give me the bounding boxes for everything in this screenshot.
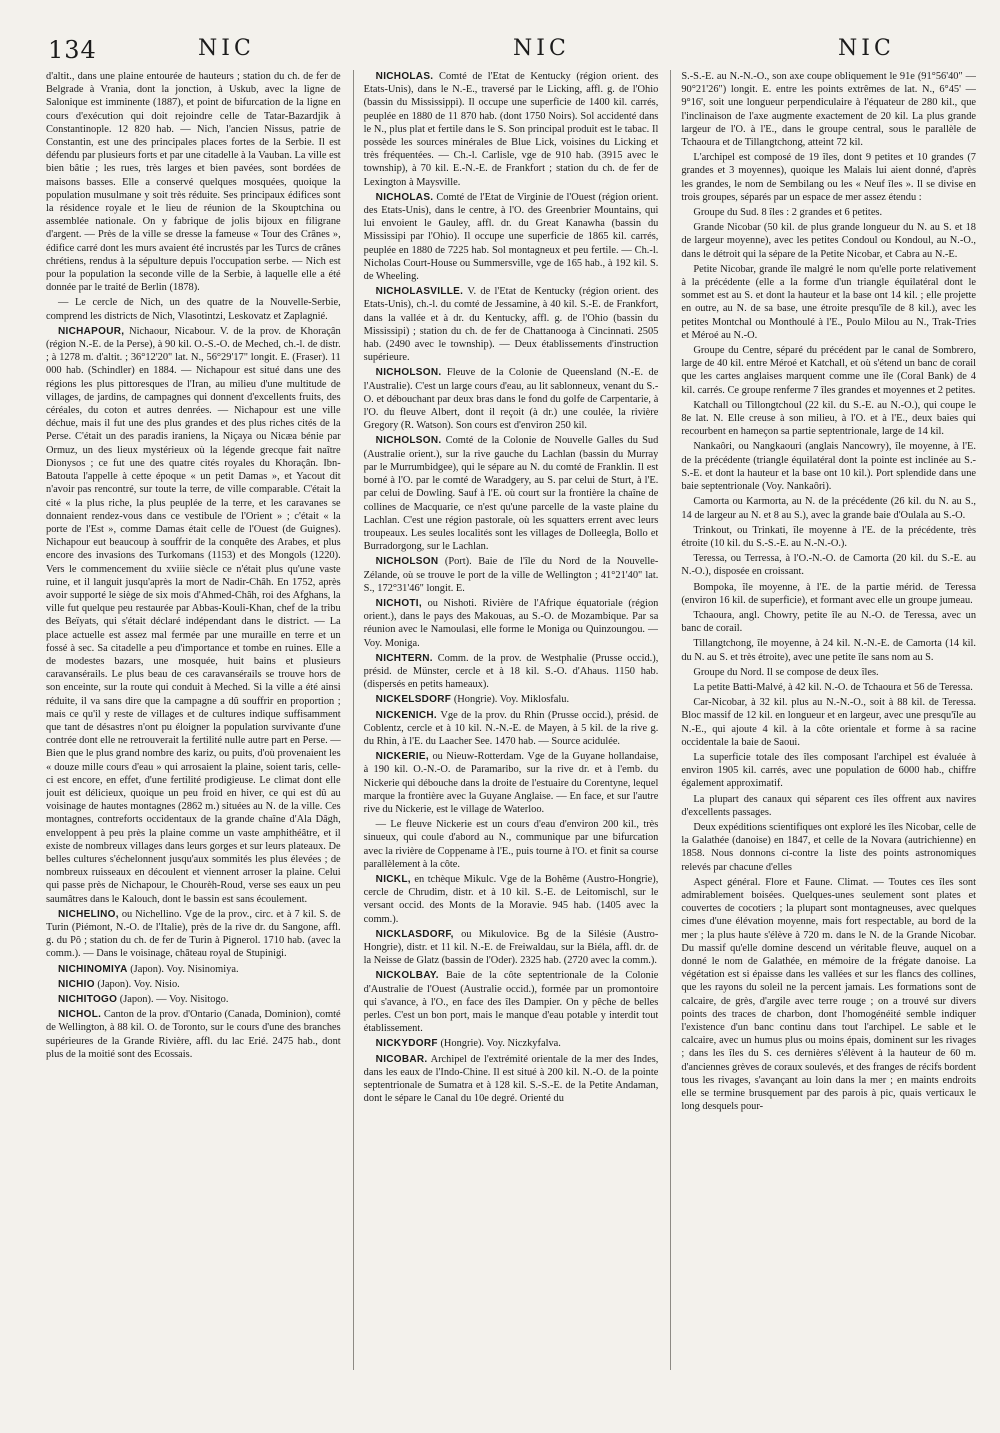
entry-headword: NICKELSDORF [375,694,452,706]
entry-headword: NICOBAR. [375,1053,428,1065]
entry-headword: NICKERIE, [375,751,429,763]
dictionary-entry [46,908,341,961]
dictionary-entry [364,693,659,706]
paragraph: Groupe du Sud. 8 îles : 2 grandes et 6 petites. [693,207,883,219]
entry-text: Vge de la prov. du Rhin (Prusse occid.), présid. de Coblentz, cercle et à 10 kil. N.-N.-E. de Mayen, à 5 kil. de la rive g. du Rhin, à l'E. du Laacher See. 1470 hab. — Source acidulée. [363,709,659,747]
entry-headword: NICHOTI, [375,597,422,609]
continued-paragraph: d'altit., dans une plaine entourée de hauteurs ; station du ch. de fer de Belgrade à Vrania, dont la jonction, à Uskub, avec la ligne de Salonique est imminente (1887), et point de bifurcation de la ligne en cours d'exécution qui doit rejoindre celle de Tatar-Bazardjik à Constantinople. 12 820 hab. — Nich, l'ancien Nissus, patrie de Constantin, est une des principales places fortes de la Serbie. Il est défendu par plusieurs forts et par une citadelle à la Vauban. La ville est bien bâtie ; les rues, très larges et bien pavées, sont bordées de maisons basses. Elle a conservé quelques mosquées, quoique la population musulmane y soit très réduite. Ses principaux édifices sont la résidence royale et le lieu de réunion de la Skouptchina ou assemblée nationale. On y fabrique de jolis bijoux en filigrane d'argent. — Près de la ville se dresse la fameuse « Tour des Crânes », édifice carré dont les murs avaient été incrustés par les Turcs de crânes chrétiens, rendus à la sépulture depuis l'occupation serbe. — Nich est pour la population la seconde ville de la Serbie, à laquelle elle a été donnée par le traité de Berlin (1878). [46,71,341,294]
paragraph: Katchall ou Tillongtchoul (22 kil. du S.-E. au N.-O.), qui coupe le 8e lat. N. Elle creuse à son milieu, à l'O. et à l'E., deux baies qui recourbent en hameçon sa partie septentrionale, large de 14 kil. [681,399,977,438]
dictionary-entry [364,873,659,926]
entry-headword: NICKLASDORF, [375,928,454,940]
entry-text: ou Nieuw-Rotterdam. Vge de la Guyane hollandaise, à 190 kil. O.-N.-O. de Paramaribo, sur la rive dr. et à l'emb. du Nickerie qui débouche dans la droite de l'estuaire du Corentyne, lequel marque la frontière avec la Guyane Anglaise. — En face, et sur l'autre rive du Nickerie, est le village de Waterloo. [363,751,659,815]
dictionary-entry [364,1053,659,1106]
entry-text: Comté de la Colonie de Nouvelle Galles du Sud (Australie orient.), sur la rive gauche du Lachlan (bassin du Murray par le Murrumbidgee), qui le sépare au N. du comté de Franklin. Il est borné à l'O. par le comté de Waradgery, au S. par celui de Sturt, à l'E. par celui de Dowling. Sauf à l'E. où court sur la frontière la chaîne de collines de Macquarie, ce n'est qu'une parcelle de la vaste plaine du Lachlan. C'est une région pastorale, où les squatters errent avec leurs troupeaux. Les seules localités sont les villages de Dolleegla, Bollo et Burradorgong, sur le Lachlan. [363,435,659,553]
paragraph: Trinkout, ou Trinkati, île moyenne à l'E. de la précédente, très étroite (10 kil. du S.-S.-E. au N.-N.-O.). [681,524,977,549]
entry-text: Baie de la côte septentrionale de la Colonie d'Australie de l'Ouest (Australie occid.), formée par un promontoire qui s'avance, à l'O., en face des îles Dampier. On y pêche de belles perles. C'est un bon port, mais le manque d'eau potable y interdit tout établissement. [363,970,659,1035]
paragraph: Tillangtchong, île moyenne, à 24 kil. N.-N.-E. de Camorta (14 kil. du N. au S. et très étroite), avec une petite île sans nom au S. [681,638,977,663]
paragraph: Tchaoura, angl. Chowry, petite île au N.-O. de Teressa, avec un banc de corail. [681,609,977,635]
entry-text: en tchèque Mikulc. Vge de la Bohême (Austro-Hongrie), cercle de Chrudim, distr. et à 10 kil. S.-E. de Leitomischl, sur le versant occid. des Monts de la Moravie. 945 hab. (1405 avec la comm.). [363,873,659,925]
entry-text: ou Mikulovice. Bg de la Silésie (Austro-Hongrie), distr. et 11 kil. N.-E. de Freiwaldau, sur la Biéla, affl. dr. de la Neisse de Glatz (bassin de l'Oder). 2325 hab. (2720 avec la comm.). [363,928,659,967]
entry-headword: NICHOLSON. [375,367,442,379]
entry-headword: NICHOL. [58,1009,102,1021]
paragraph: L'archipel est composé de 19 îles, dont 9 petites et 10 grandes (7 grandes et 3 moyennes), quoique les Malais lui aient donné, d'après les grandes, le nom de Sembilang ou les « Neuf îles ». Il se divise en trois groupes, séparés par un espace de mer assez étendu : [681,152,977,203]
entry-text: Archipel de l'extrémité orientale de la mer des Indes, dans les eaux de l'Indo-Chine. Il est situé à 200 kil. N.-O. de la pointe septentrionale de Sumatra et à 128 kil. S.-S.-E. de la Petite Andaman, dont le sépare le Canal du 10e degré. Orienté du [363,1053,659,1105]
dictionary-entry [364,928,659,968]
paragraph: La plupart des canaux qui séparent ces îles offrent aux navires d'excellents passages. [681,793,977,818]
entry-headword: NICKENICH. [375,709,438,721]
entry-text: (Japon). Voy. Nisio. [97,978,180,990]
dictionary-entry [364,434,659,553]
dictionary-entry [364,366,659,432]
running-head-left: NIC [198,36,255,61]
dictionary-entry [364,750,659,816]
entry-headword: NICHIO [58,978,95,990]
paragraph: Deux expéditions scientifiques ont exploré les îles Nicobar, celle de la Galathée (danoise) en 1847, et celle de la Novara (autrichienne) en 1858. Nous donnons ci-contre la liste des points astronomiques relevés par chacune d'elles [681,821,977,873]
column-middle [353,70,659,1370]
dictionary-entry [364,652,659,692]
dictionary-entry [364,70,659,189]
paragraph: — Le cercle de Nich, un des quatre de la Nouvelle-Serbie, comprend les districts de Nich, Vlasotintzi, Leskovatz et Zaplagnié. [46,297,341,322]
entry-text: ou Nichellino. Vge de la prov., circ. et à 7 kil. S. de Turin (Piémont, N.-O. de l'Italie), près de la rive dr. du Sangone, affl. g. du Pô ; station du ch. de fer de Turin à Pignerol. 1710 hab. (avec la comm.). — Dans le voisinage, château royal de Stupinigi. [46,908,341,960]
paragraph: Groupe du Nord. Il se compose de deux îles. [693,666,879,678]
entry-text: (Japon). Voy. Nisinomiya. [130,963,239,975]
entry-headword: NICHOLAS. [375,191,434,203]
entry-headword: NICKYDORF [375,1038,438,1050]
dictionary-entry [46,325,341,906]
entry-text: (Port). Baie de l'île du Nord de la Nouvelle-Zélande, où se trouve le port de la ville de Wellington ; 41°21'40" lat. S., 172°31'46" longit. E. [363,556,659,594]
dictionary-entry [46,1008,341,1061]
entry-text: Comté de l'Etat de Kentucky (région orient. des Etats-Unis), dans le N.-E., traversé par le Licking, affl. g. de l'Ohio (bassin du Mississippi). Il occupe une superficie de 1400 kil. carrés, peuplée en 1880 de 11 870 hab. (dont 1750 Noirs). Sol accidenté dans le N., plus plat et fertile dans le S. Son principal produit est le tabac. Il possède les sources minérales de Blue Lick, voisines du Licking et très fréquentées. — Ch.-l. Carlisle, vge de 910 hab. (3915 avec le township), à 70 kil. E.-N.-E. de Frankfort ; station du ch. de fer de Lexington à Maysville. [363,71,659,188]
dictionary-entry [364,969,659,1035]
entry-text: ou Nishoti. Rivière de l'Afrique équatoriale (région orient.), dans le pays des Makouas, au S.-O. de Mozambique. Par sa réunion avec le Namoulasi, elle forme le Moniga ou Quinzoungou. — Voy. Moniga. [363,597,659,649]
entry-text: Nichaour, Nicabour. V. de la prov. de Khoraçân (région N.-E. de la Perse), à 90 kil. O.-S.-O. de Meched, ch.-l. de distr. ; à 1278 m. d'altit. ; 36°12'20" lat. N., 56°29'17" longit. E. (Fraser). 11 000 hab. (Schindler) en 1884. — Nichapour est situé dans une des régions les plus pittoresques de l'Iran, au milieu d'une multitude de villages, de jardins, de campagnes qui donnent d'excellents fruits, des céréales, du coton et autres denrées. — Nichapour est une ville déchue, mais il fut une des plus grandes et des plus riches cités de la Perse. C'était un des paradis iraniens, la Niçaya ou Nicæa bénie par Ormuz, un des lieux mystérieux où la légende grecque fait naître Dionysos ; ce fut une des quatre cités royales du Khoraçân. Ibn-Batouta l'appelle à cette époque « un petit Damas », et Yacout dit n'avoir pas rencontré, sur toute la terre, de ville comparable. C'était la cité « la plus riche, la plus peuplée de la terre, et les caravanes se donnaient rendez-vous dans ce vestibule de l'Orient » ; c'était « la porte de l'Est », comme Damas était celle de l'Ouest (de Guignes). Nichapour eut beaucoup à souffrir de la conquête des Arabes, et plus encore des invasions des Turkomans (1153) et des Mongols (1220). Vers le commencement du xviiie siècle ce n'était plus qu'une vaste ruine, et il languit jusqu'après la mort de Nadir-Châh. En 1752, après avoir supporté le siège de six mois d'Ahmed-Châh, roi des Afghans, la ville fut quelque peu restaurée par Abbas-Kouli-Khan, chef de la tribu des Beïyats, qui s'était déclaré indépendant dans le district. — La place actuelle est assez mal fermée par une muraille en terre et un fossé à sec. Sa citadelle a peu d'importance et tombe en ruines. Elle a de modestes bazars, une mosquée, huit bains et plusieurs caravansérails. Le plus beau de ces caravansérails se trouve hors de son enceinte, sur la route qui conduit à Meched. Si la ville a été ainsi réduite, il va sans dire que la campagne a dû souffrir en proportion ; mais ce qu'il y reste de villages et de cultures indique suffisamment que tant de désastres n'ont pu éloigner la population survivante d'une contrée dont elle ne retrouverait la fertilité nulle autre part en Perse. — Bien que le plus grand nombre des kariz, ou puits, d'où provenaient les « douze mille cours d'eau » qui arrosaient la plaine, soient taris, celle-ci est encore, en effet, d'une fertilité prodigieuse. Le climat dont elle jouit est délicieux, quoique un peu froid en hiver, ce qui est dû au voisinage de hautes montagnes (2862 m.) situées au N. de la ville. Ces montagnes, contreforts occidentaux de la grande chaîne d'Ala Dâgh, enveloppent à peu près la plaine comme un vaste amphithéâtre, et il existe de nombreux villages dans leurs gorges et sur leurs plateaux. De belles cultures s'échelonnent jusqu'aux sommités les plus élevées ; de nombreux ruisseaux en découlent et viennent arroser la plaine. Celui qui passe près de Nichapour, le Chourèh-Roud, verse ses eaux un peu saumâtres dans le Kalouch, dont le bassin est sans écoulement. [46,325,341,905]
dictionary-entry [364,191,659,283]
paragraph: Nankaôri, ou Nangkaouri (anglais Nancowry), île moyenne, à l'E. de la précédente (triangle équilatéral dont la pointe est inclinée au S.-S.-E. et dont la hauteur et la base ont 10 kil.). Port splendide dans une baie septentrionale (Voy. Nankaôri). [681,441,977,493]
entry-text: Fleuve de la Colonie de Queensland (N.-E. de l'Australie). C'est un large cours d'eau, au lit sablonneux, venant du S.-O. et débouchant par deux bras dans le fond du golfe de Carpentarie, à l'O. du fleuve Albert, dont il reçoit (à dr.) une coulée, la rivière Gregory (R. Watson). Son cours est d'environ 250 kil. [363,367,659,432]
entry-headword: NICHAPOUR, [58,325,125,337]
running-head-middle: NIC [513,36,570,61]
running-head-right: NIC [838,36,895,61]
entry-headword: NICHOLSON [375,556,439,568]
entry-text: Comm. de la prov. de Westphalie (Prusse occid.), présid. de Münster, cercle et à 18 kil. S.-O. d'Ahaus. 1150 hab. (dispersés en petits hameaux). [363,652,659,691]
dictionary-entry [46,993,341,1006]
entry-text: Comté de l'Etat de Virginie de l'Ouest (région orient. des Etats-Unis), dans le centre, à l'O. des Greenbrier Mountains, qui lui envoient le Gauley, affl. dr. du Great Kanawha (bassin du Mississipi par l'Ohio). Il occupe une superficie de 1865 kil. carrés, peuplée en 1880 de 7225 hab. Sol montagneux et peu fertile. — Ch.-l. Nicholas Court-House ou Summersville, vge de 165 hab., à 192 kil. S. de Wheeling. [363,191,659,283]
paragraph: Grande Nicobar (50 kil. de plus grande longueur du N. au S. et 18 de largeur moyenne), avec les petites Condoul ou Kondoul, au N.-O., dans le détroit qui la sépare de la Petite Nicobar, et Cabra au N.-E. [681,222,977,260]
entry-text: (Japon). — Voy. Nisitogo. [119,994,229,1006]
paragraph: La petite Batti-Malvé, à 42 kil. N.-O. de Tchaoura et 56 de Teressa. [693,681,973,693]
dictionary-entry [364,555,659,595]
paragraph: Car-Nicobar, à 32 kil. plus au N.-N.-O., soit à 88 kil. de Teressa. Bloc massif de 12 kil. en longueur et en largeur, avec une presqu'île au N.-E., qui ajoute 4 kil. à la côte orientale et forme à sa racine occidentale la baie de Saoui. [681,697,977,748]
dictionary-entry [364,709,659,749]
dictionary-entry [364,597,659,650]
paragraph: Teressa, ou Terressa, à l'O.-N.-O. de Camorta (20 kil. du S.-E. au N.-O.), disposée en croissant. [681,553,977,578]
text-columns [46,70,976,1370]
entry-text: (Hongrie). Voy. Miklosfalu. [453,694,570,706]
entry-headword: NICKL, [375,873,411,885]
entry-headword: NICHELINO, [58,908,119,920]
paragraph: — Le fleuve Nickerie est un cours d'eau d'environ 200 kil., très sinueux, qui coule d'abord au N., communique par une bifurcation avec la rivière de Coppename à l'E., puis tourne à l'O. et finit sa course parallèlement à la côte. [363,819,659,870]
entry-text: Canton de la prov. d'Ontario (Canada, Dominion), comté de Wellington, à 88 kil. O. de Toronto, sur le cours d'une des branches supérieures de la Grande Rivière, affl. du lac Erié. 2475 hab., dont plus de la moitié sont des Ecossais. [46,1009,341,1060]
paragraph: Camorta ou Karmorta, au N. de la précédente (26 kil. du N. au S., 14 de largeur au N. et 8 au S.), avec la grande baie d'Oulala au S.-O. [681,496,977,521]
entry-text: (Hongrie). Voy. Niczkyfalva. [440,1038,561,1050]
paragraph: Aspect général. Flore et Faune. Climat. — Toutes ces îles sont admirablement boisées. Quelques-unes seulement sont plates et couvertes de cocotiers ; la plupart sont montagneuses, avec quelques cimes d'une élévation moyenne, mais fort respectable, au bord de la mer ; la plus haute s'élève à 720 m. dans le N. de la Grande Nicobar. Du massif qu'elle domine descend un véritable fleuve, auquel on a donné le nom de Galathée, en mémoire de la frégate danoise. La végétation est si épaisse dans les vallées et sur les flancs des collines, que les rayons du soleil ne la percent jamais. Les formations sont de calcaire, de grès, d'argile avec terre rouge ; on a trouvé sur divers points des traces de charbon, dont l'homogénéité semble indiquer l'existence d'un banc continu dans tout l'archipel. Le sable et le calcaire, avec un humus plus ou moins épais, dominent sur les rivages ; dans les îles du S. ces dernières s'élèvent à la hauteur de 60 m. d'anciennes grèves de coraux soulevés, et des franges de récifs bordent tous les rivages, s'avançant au loin dans la mer ; en maints endroits elle se termine brusquement par des parois à pic, quais verticaux le long desquels pour- [681,876,977,1113]
paragraph: Petite Nicobar, grande île malgré le nom qu'elle porte relativement à la précédente (elle a la forme d'un triangle équilatéral dont le sommet est au S. et dont la hauteur et la base ont 14 kil. ; elle projette en outre, au N. de sa base, une étroite presqu'île de 8 kil.), avec les petites Montchal ou Monthoulé à l'E., Poulo Milou au N., Trak-Tries et Méroé au N.-O. [681,263,977,341]
paragraph: La superficie totale des îles composant l'archipel est évaluée à environ 1905 kil. carrés, avec une population de 6000 hab., chiffre également approximatif. [681,751,977,790]
paragraph: Bompoka, île moyenne, à l'E. de la partie mérid. de Teressa (environ 16 kil. de superficie), et formant avec elle un groupe jumeau. [681,581,977,606]
dictionary-entry [364,1037,659,1050]
dictionary-entry [46,963,341,976]
paragraph: Groupe du Centre, séparé du précédent par le canal de Sombrero, large de 40 kil. entre Méroé et Katchall, et où s'étend un banc de corail que les cartes anglaises marquent comme une île (Coral Bank) de 4 kil. carrés. Ce groupe renferme 7 îles grandes et moyennes et 2 petites. [681,345,977,396]
continued-paragraph: S.-S.-E. au N.-N.-O., son axe coupe obliquement le 91e (91°56'40" — 90°21'26") longit. E. entre les points extrêmes de lat. N., 6°45' — 9°16', soit une longueur perpendiculaire à l'équateur de 280 kil., que l'inclinaison de l'axe augmente exactement de 20 kil. La plus grande largeur de l'O. à l'E., dans le groupe central, sous le parallèle de Tchaoura et de Tillangtchong, atteint 72 kil. [681,71,977,149]
entry-text: V. de l'Etat de Kentucky (région orient. des Etats-Unis), ch.-l. du comté de Jessamine, à 40 kil. S.-E. de Frankfort, dans la vallée et à dr. du Kentucky, affl. g. de l'Ohio (bassin du Mississipi) ; station du ch. de fer de Chattanooga à Cincinnati. 2505 hab. (2490 avec le township). — Deux établissements d'instruction supérieure. [363,286,659,364]
entry-headword: NICKOLBAY. [375,970,439,982]
entry-headword: NICHOLASVILLE. [375,286,464,298]
entry-headword: NICHINOMIYA [58,963,128,975]
entry-headword: NICHOLAS. [375,71,434,82]
page-number: 134 [48,36,97,64]
column-left [46,70,341,1370]
entry-headword: NICHTERN. [375,652,433,664]
column-right [670,70,976,1370]
entry-headword: NICHITOGO [58,994,118,1006]
entry-headword: NICHOLSON. [375,435,442,447]
dictionary-entry [364,285,659,364]
page-header [48,32,960,66]
dictionary-entry [46,978,341,991]
